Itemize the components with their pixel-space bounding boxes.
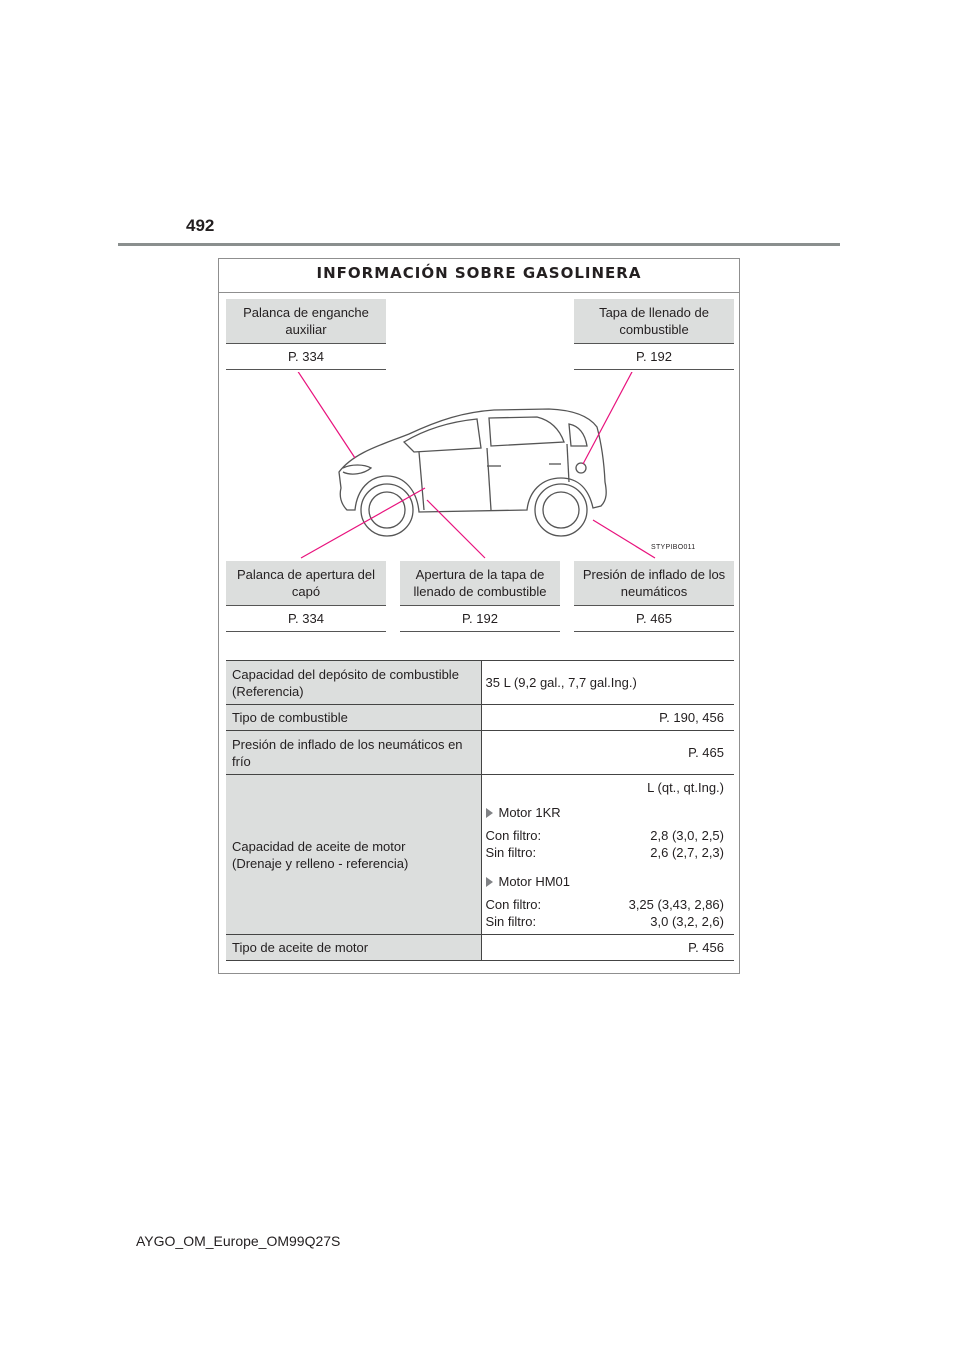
page-reference[interactable]: P. 192 <box>574 344 734 370</box>
callout-fuel-cap <box>574 299 734 370</box>
car-drawing <box>219 372 739 562</box>
triangle-bullet-icon <box>486 808 493 818</box>
table-row <box>226 705 734 731</box>
callout-label: Presión de inflado de los neumáticos <box>574 561 734 606</box>
triangle-bullet-icon <box>486 877 493 887</box>
footer-doc-code: AYGO_OM_Europe_OM99Q27S <box>136 1233 341 1249</box>
page-reference[interactable]: P. 465 <box>574 606 734 632</box>
table-row <box>226 775 734 935</box>
spec-label: Tipo de aceite de motor <box>226 935 481 961</box>
header-rule <box>118 243 840 246</box>
callout-tire-pressure <box>574 561 734 632</box>
oil-capacity-block <box>481 775 734 935</box>
oil-row-value: 2,8 (3,0, 2,5) <box>650 828 724 843</box>
page-reference[interactable]: P. 334 <box>226 606 386 632</box>
image-code: STYPIBO011 <box>651 544 696 551</box>
oil-row-label: Con filtro: <box>485 828 542 843</box>
oil-row-label: Con filtro: <box>485 897 542 912</box>
spec-value[interactable]: P. 190, 456 <box>659 710 724 725</box>
oil-row <box>486 913 725 930</box>
oil-label-line1: Capacidad de aceite de motor <box>232 838 406 854</box>
oil-row-value: 3,25 (3,43, 2,86) <box>628 897 724 912</box>
table-row <box>226 731 734 775</box>
motor-heading <box>486 873 725 890</box>
car-illustration <box>219 372 739 562</box>
oil-row <box>486 896 725 913</box>
callout-label: Palanca de apertura del capó <box>226 561 386 606</box>
oil-row-value: 3,0 (3,2, 2,6) <box>650 914 724 929</box>
spec-table <box>226 660 734 961</box>
spec-label: Capacidad del depósito de combustible (Referencia) <box>226 661 481 705</box>
title-rule <box>219 292 739 293</box>
callout-aux-latch <box>226 299 386 370</box>
spec-value[interactable]: P. 465 <box>688 745 724 760</box>
oil-row <box>486 844 725 861</box>
callout-label: Tapa de llenado de combustible <box>574 299 734 344</box>
table-row <box>226 661 734 705</box>
spec-label-oil <box>226 775 481 935</box>
callout-label: Apertura de la tapa de llenado de combustible <box>400 561 560 606</box>
oil-label-line2: (Drenaje y relleno - referencia) <box>232 855 409 871</box>
callout-hood-lever <box>226 561 386 632</box>
oil-row-label: Sin filtro: <box>485 845 537 860</box>
motor-name: Motor 1KR <box>498 805 561 820</box>
spec-value: 35 L (9,2 gal., 7,7 gal.Ing.) <box>485 675 637 690</box>
page-number: 492 <box>186 216 215 235</box>
spec-label: Presión de inflado de los neumáticos en frío <box>226 731 481 775</box>
oil-row-value: 2,6 (2,7, 2,3) <box>650 845 724 860</box>
table-row <box>226 935 734 961</box>
motor-heading <box>486 804 725 821</box>
spec-label: Tipo de combustible <box>226 705 481 731</box>
motor-name: Motor HM01 <box>498 874 571 889</box>
spec-value[interactable]: P. 456 <box>688 940 724 955</box>
oil-row-label: Sin filtro: <box>485 914 537 929</box>
callout-label: Palanca de enganche auxiliar <box>226 299 386 344</box>
callout-fuel-door <box>400 561 560 632</box>
oil-unit: L (qt., qt.Ing.) <box>647 780 724 795</box>
page-reference[interactable]: P. 334 <box>226 344 386 370</box>
oil-row <box>486 827 725 844</box>
page-reference[interactable]: P. 192 <box>400 606 560 632</box>
frame-title: INFORMACIÓN SOBRE GASOLINERA <box>316 264 642 282</box>
